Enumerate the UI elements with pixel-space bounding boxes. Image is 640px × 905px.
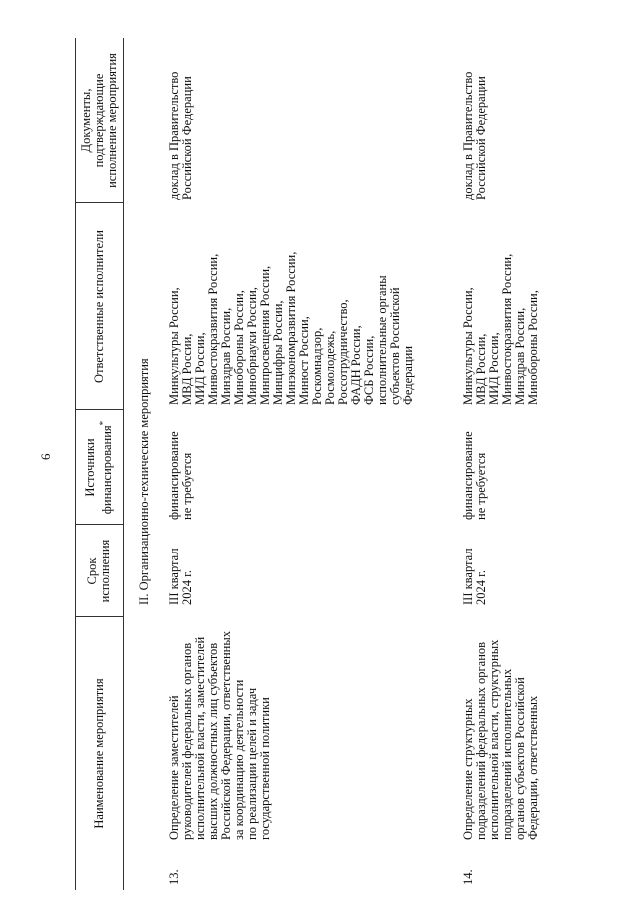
header-name — [75, 617, 123, 890]
header-executors-text: Ответственные исполнители — [91, 230, 106, 383]
row-13-name: Определение заместителей руководителей федеральных органов исполнительной власти, заместителей высших должностных лиц субъектов Российской Федерации, ответственных за координацию деятельности по реализации целей и задач государственной политики — [167, 631, 272, 840]
header-executors — [75, 203, 123, 410]
row-13-funding: финансирование не требуется — [167, 431, 194, 520]
row-13-documents: доклад в Правительство Российской Федерации — [167, 71, 194, 200]
row-14-num: 14. — [461, 869, 475, 885]
row-13-num: 13. — [167, 869, 181, 885]
row-14-name: Определение структурных подразделений федеральных органов исполнительной власти, структурных подразделений исполнительных органов субъектов Российской Федерации, ответственных — [461, 639, 540, 840]
row-14-documents: доклад в Правительство Российской Федерации — [461, 71, 488, 200]
header-funding-line: Источники — [82, 438, 97, 497]
row-13-executors: Минкультуры России, МВД России, МИД России, Минвостокразвития России, Минздрав России, Минобороны России, Минобрнауки России, Минпросвещения России, Минцифры России, Минэкономразвития России, Минюст России, Роскомнадзор, Росмолодежь, Россотрудничество, ФАДН России, ФСБ России, исполнительные органы субъектов Российской Федерации — [167, 251, 415, 405]
footnote-mark: * — [97, 420, 108, 426]
section-title: II. Организационно-технические мероприятия — [137, 358, 151, 605]
rotated-page — [30, 30, 630, 900]
row-14-deadline: III квартал 2024 г. — [461, 548, 488, 605]
header-deadline: Срок исполнения — [85, 539, 112, 603]
header-funding-line: финансирования* — [97, 420, 115, 515]
header-name-text: Наименование мероприятия — [91, 678, 106, 829]
row-14-funding: финансирование не требуется — [461, 431, 488, 520]
row-14-executors: Минкультуры России, МВД России, МИД России, Минвостокразвития России, Минздрав России, Минобороны России, — [461, 253, 540, 405]
header-bottom-border — [123, 38, 124, 890]
header-documents: Документы, подтверждающие исполнение мероприятия — [78, 53, 119, 188]
row-13-deadline: III квартал 2024 г. — [167, 548, 194, 605]
header-funding — [75, 410, 123, 525]
page-number: 6 — [38, 453, 53, 460]
